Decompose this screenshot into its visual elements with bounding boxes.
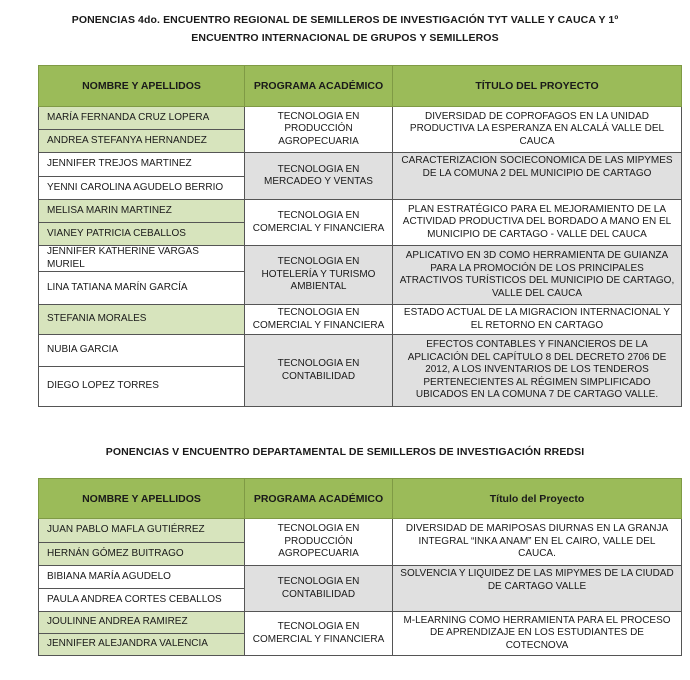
- section2-title: PONENCIAS V ENCUENTRO DEPARTAMENTAL DE SEMILLEROS DE INVESTIGACIÓN RREDSI: [105, 446, 585, 458]
- program-cell: TECNOLOGIA EN HOTELERÍA Y TURISMO AMBIENTAL: [245, 246, 393, 305]
- program-cell: TECNOLOGIA EN COMERCIAL Y FINANCIERA: [245, 612, 393, 656]
- project-title-cell: PLAN ESTRATÉGICO PARA EL MEJORAMIENTO DE LA ACTIVIDAD PRODUCTIVA DEL BORDADO A MANO EN EL MUNICIPIO DE CARTAGO - VALLE DEL CAUCA: [393, 200, 682, 246]
- header-project: TÍTULO DEL PROYECTO: [393, 66, 682, 107]
- header-name: NOMBRE Y APELLIDOS: [39, 66, 245, 107]
- section1-title-line2: ENCUENTRO INTERNACIONAL DE GRUPOS Y SEMILLEROS: [191, 32, 499, 44]
- table-header-row: [39, 66, 682, 107]
- table-row: [39, 519, 682, 543]
- project-title-cell: SOLVENCIA Y LIQUIDEZ DE LAS MIPYMES DE LA CIUDAD DE CARTAGO VALLE: [393, 566, 682, 612]
- student-name: YENNI CAROLINA AGUDELO BERRIO: [39, 177, 245, 200]
- section1-title: [0, 11, 690, 47]
- project-title-cell: EFECTOS CONTABLES Y FINANCIEROS DE LA APLICACIÓN DEL CAPÍTULO 8 DEL DECRETO 2706 DE 2012, A LOS INVENTARIOS DE LOS TENDEROS PERTENECIENTES AL RÉGIMEN SIMPLIFICADO UBICADOS EN LA COMUNA 7 DE CARTAGO VALLE.: [393, 335, 682, 407]
- student-name: JOULINNE ANDREA RAMIREZ: [39, 612, 245, 634]
- header-name: NOMBRE Y APELLIDOS: [39, 479, 245, 519]
- project-title-cell: DIVERSIDAD DE COPROFAGOS EN LA UNIDAD PRODUCTIVA LA ESPERANZA EN ALCALÁ VALLE DEL CAUCA: [393, 107, 682, 153]
- table-row: [39, 153, 682, 177]
- section1-table: [38, 65, 682, 407]
- table-row: [39, 566, 682, 589]
- table-row: [39, 107, 682, 130]
- project-title-cell: APLICATIVO EN 3D COMO HERRAMIENTA DE GUIANZA PARA LA PROMOCIÓN DE LOS PRINCIPALES ATRACTIVOS TURÍSTICOS DEL MUNICIPIO DE CARTAGO, VALLE DEL CAUCA: [393, 246, 682, 305]
- student-name: BIBIANA MARÍA AGUDELO: [39, 566, 245, 589]
- table-header-row: [39, 479, 682, 519]
- student-name: JUAN PABLO MAFLA GUTIÉRREZ: [39, 519, 245, 543]
- program-cell: TECNOLOGIA EN MERCADEO Y VENTAS: [245, 153, 393, 200]
- header-program: PROGRAMA ACADÉMICO: [245, 66, 393, 107]
- section2-table: [38, 478, 682, 656]
- student-name: JENNIFER KATHERINE VARGAS MURIEL: [39, 246, 245, 272]
- program-cell: TECNOLOGIA EN PRODUCCIÓN AGROPECUARIA: [245, 519, 393, 566]
- student-name: DIEGO LOPEZ TORRES: [39, 367, 245, 407]
- student-name: MELISA MARIN MARTINEZ: [39, 200, 245, 223]
- student-name: MARÍA FERNANDA CRUZ LOPERA: [39, 107, 245, 130]
- program-cell: TECNOLOGIA EN CONTABILIDAD: [245, 566, 393, 612]
- student-name: PAULA ANDREA CORTES CEBALLOS: [39, 589, 245, 612]
- project-title-cell: DIVERSIDAD DE MARIPOSAS DIURNAS EN LA GRANJA INTEGRAL “INKA ANAM” EN EL CAIRO, VALLE DEL CAUCA.: [393, 519, 682, 566]
- student-name: NUBIA GARCIA: [39, 335, 245, 367]
- table-row: [39, 305, 682, 335]
- project-title-cell: M-LEARNING COMO HERRAMIENTA PARA EL PROCESO DE APRENDIZAJE EN LOS ESTUDIANTES DE COTECNOVA: [393, 612, 682, 656]
- project-title-cell: CARACTERIZACION SOCIECONOMICA DE LAS MIPYMES DE LA COMUNA 2 DEL MUNICIPIO DE CARTAGO: [393, 153, 682, 200]
- student-name: VIANEY PATRICIA CEBALLOS: [39, 223, 245, 246]
- student-name: HERNÁN GÓMEZ BUITRAGO: [39, 543, 245, 566]
- student-name: LINA TATIANA MARÍN GARCÍA: [39, 272, 245, 305]
- project-title-cell: ESTADO ACTUAL DE LA MIGRACION INTERNACIONAL Y EL RETORNO EN CARTAGO: [393, 305, 682, 335]
- table-row: [39, 335, 682, 367]
- program-cell: TECNOLOGIA EN COMERCIAL Y FINANCIERA: [245, 305, 393, 335]
- table-row: [39, 612, 682, 634]
- table-row: [39, 246, 682, 272]
- header-project: Título del Proyecto: [393, 479, 682, 519]
- student-name: JENNIFER TREJOS MARTINEZ: [39, 153, 245, 177]
- table-row: [39, 200, 682, 223]
- program-cell: TECNOLOGIA EN COMERCIAL Y FINANCIERA: [245, 200, 393, 246]
- student-name: STEFANIA MORALES: [39, 305, 245, 335]
- student-name: ANDREA STEFANYA HERNANDEZ: [39, 130, 245, 153]
- program-cell: TECNOLOGIA EN CONTABILIDAD: [245, 335, 393, 407]
- section1-title-line1: PONENCIAS 4do. ENCUENTRO REGIONAL DE SEMILLEROS DE INVESTIGACIÓN TYT VALLE Y CAUCA Y 1º: [71, 14, 619, 26]
- program-cell: TECNOLOGIA EN PRODUCCIÓN AGROPECUARIA: [245, 107, 393, 153]
- student-name: JENNIFER ALEJANDRA VALENCIA: [39, 634, 245, 656]
- header-program: PROGRAMA ACADÉMICO: [245, 479, 393, 519]
